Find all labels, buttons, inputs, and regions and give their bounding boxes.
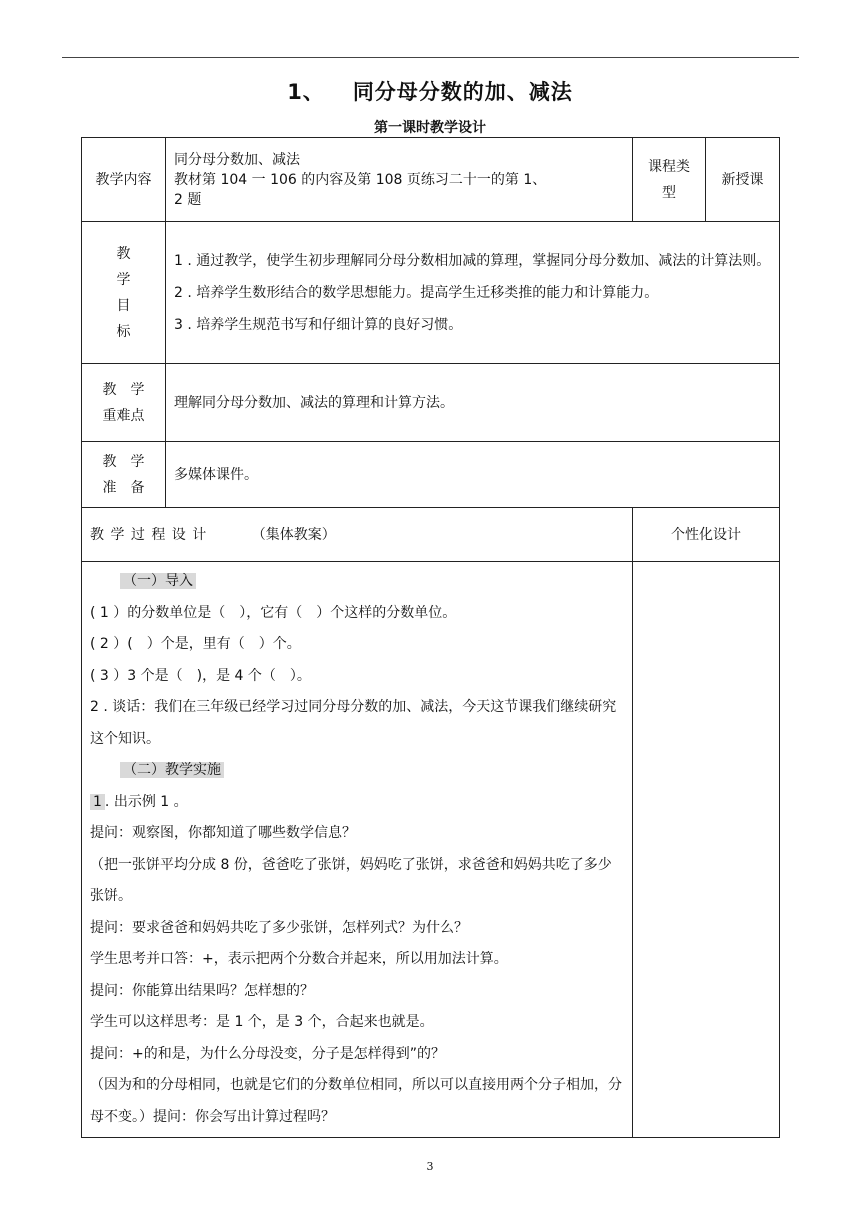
- process-line: （因为和的分母相同，也就是它们的分数单位相同，所以可以直接用两个分子相加，分母不变。）提问：你会写出计算过程吗？: [90, 1077, 622, 1125]
- page-number: 3: [426, 1160, 434, 1173]
- personal-design-label: 个性化设计: [633, 508, 780, 562]
- goals-cell: [166, 222, 780, 364]
- content-line: 同分母分数加、减法: [174, 151, 300, 168]
- goals-row: [82, 222, 780, 364]
- lesson-plan-table: [81, 137, 780, 1138]
- process-line: （把一张饼平均分成 8 份，爸爸吃了张饼，妈妈吃了张饼，求爸爸和妈妈共吃了多少张饼。: [90, 856, 612, 904]
- process-line: ( 3 ）3 个是（ )，是 4 个（ ）。: [90, 667, 311, 684]
- personal-design-cell: [633, 562, 780, 1138]
- process-line: 2 . 谈话：我们在三年级已经学习过同分母分数的加、减法，今天这节课我们继续研究这个知识。: [90, 699, 617, 747]
- prep-value: 多媒体课件。: [166, 442, 780, 508]
- section-heading: （二）教学实施: [90, 755, 624, 787]
- process-line: 学生思考并口答：+，表示把两个分数合并起来，所以用加法计算。: [90, 951, 508, 967]
- content-row: [82, 138, 780, 222]
- process-body: [82, 562, 633, 1138]
- difficulty-label: 教 学 重难点: [82, 364, 166, 442]
- process-label: 教 学 过 程 设 计: [90, 526, 208, 543]
- process-body-row: [82, 562, 780, 1138]
- process-line: 1 . 出示例 1 。: [90, 787, 624, 819]
- process-line: 提问：要求爸爸和妈妈共吃了多少张饼，怎样列式？为什么？: [90, 919, 468, 936]
- content-line: 2 题: [174, 191, 202, 208]
- goals-label: 教 学 目 标: [82, 222, 166, 364]
- title-text: 同分母分数的加、减法: [352, 80, 573, 104]
- prep-row: [82, 442, 780, 508]
- process-header: [82, 508, 633, 562]
- process-line: 提问：你能算出结果吗？怎样想的？: [90, 982, 314, 999]
- content-line: 教材第 104 一 106 的内容及第 108 页练习二十一的第 1、: [174, 171, 547, 188]
- page-title: [0, 76, 860, 106]
- process-line: 学生可以这样思考：是 1 个，是 3 个，合起来也就是。: [90, 1014, 434, 1030]
- goal-item: 2 . 培养学生数形结合的数学思想能力。提高学生迁移类推的能力和计算能力。: [174, 284, 659, 301]
- page-subtitle: 第一课时教学设计: [374, 120, 486, 136]
- process-line: ( 2 ）( ）个是，里有（ ）个。: [90, 636, 301, 652]
- difficulty-row: [82, 364, 780, 442]
- goal-item: 3 . 培养学生规范书写和仔细计算的良好习惯。: [174, 316, 463, 333]
- process-line: 提问：+的和是，为什么分母没变，分子是怎样得到”的？: [90, 1045, 445, 1062]
- section-heading: （一）导入: [90, 566, 624, 598]
- header-rule: [62, 57, 799, 58]
- process-note: （集体教案）: [251, 526, 336, 543]
- prep-label: 教 学 准 备: [82, 442, 166, 508]
- type-value: 新授课: [706, 138, 780, 222]
- difficulty-value: 理解同分母分数加、减法的算理和计算方法。: [166, 364, 780, 442]
- type-label: 课程类型: [633, 138, 706, 222]
- process-line: ( 1 ）的分数单位是（ ），它有（ ）个这样的分数单位。: [90, 604, 457, 621]
- title-number: 1、: [287, 80, 325, 104]
- content-cell: [166, 138, 633, 222]
- process-line: 提问：观察图，你都知道了哪些数学信息？: [90, 825, 356, 841]
- content-label: 教学内容: [82, 138, 166, 222]
- goal-item: 1 . 通过教学，使学生初步理解同分母分数相加减的算理，掌握同分母分数加、减法的计算法则。: [174, 252, 771, 269]
- process-header-row: [82, 508, 780, 562]
